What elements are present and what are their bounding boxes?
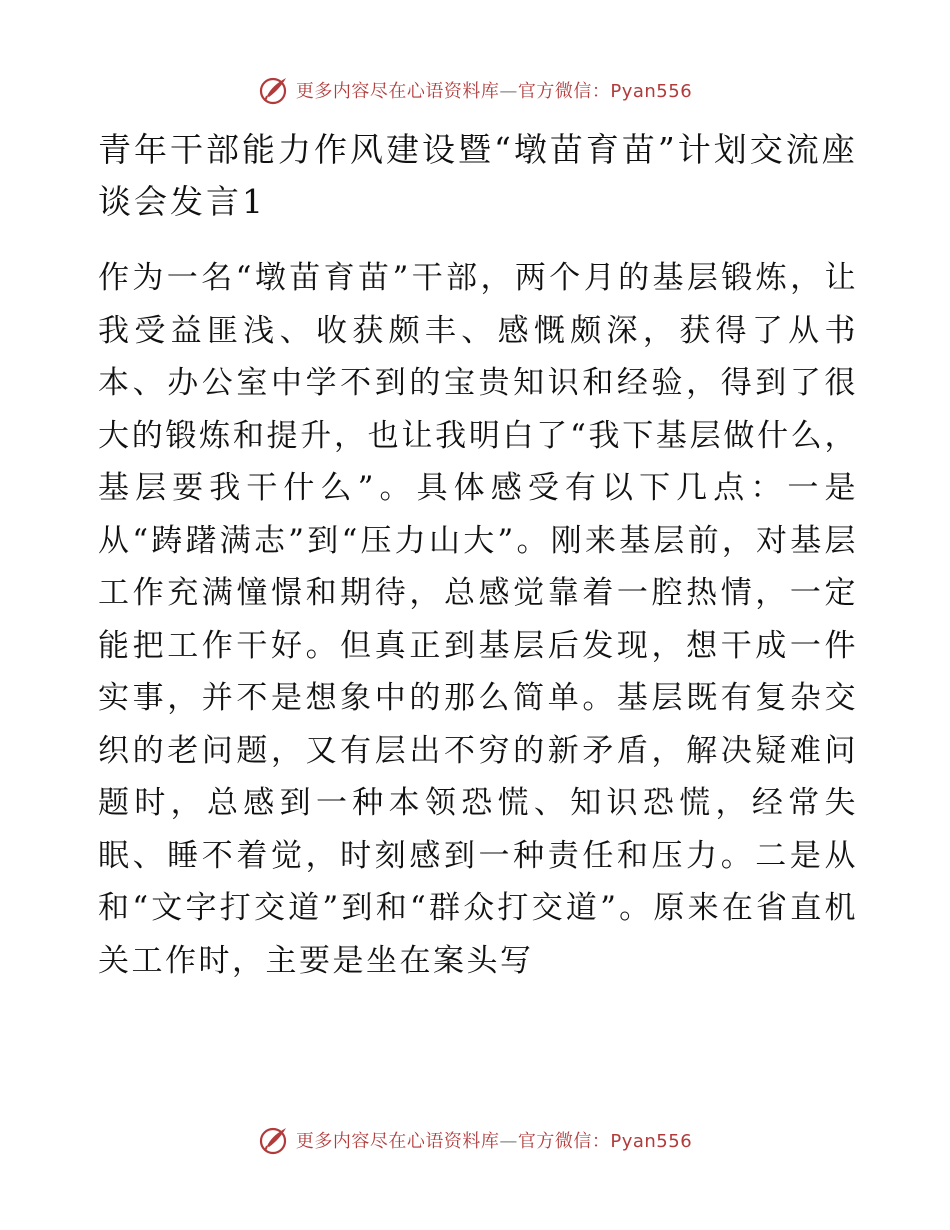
watermark-site: 更多内容尽在心语资料库 [295, 1131, 500, 1152]
header-watermark [0, 72, 950, 108]
watermark-wechat-id: Pyan556 [610, 81, 693, 102]
watermark-separator: — [499, 1131, 518, 1152]
document-title: 青年干部能力作风建设暨“墩苗育苗”计划交流座谈会发言1 [98, 130, 858, 221]
watermark-wechat-id: Pyan556 [610, 1131, 693, 1152]
quill-pen-logo-icon [258, 74, 290, 106]
watermark-wechat-label: 官方微信： [517, 1131, 611, 1152]
document-body: 作为一名“墩苗育苗”干部，两个月的基层锻炼，让我受益匪浅、收获颇丰、感慨颇深，获得了从书本、办公室中学不到的宝贵知识和经验，得到了很大的锻炼和提升，也让我明白了“我下基层做什么，基层要我干什么”。具体感受有以下几点：一是从“踌躇满志”到“压力山大”。刚来基层前，对基层工作充满憧憬和期待，总感觉靠着一腔热情，一定能把工作干好。但真正到基层后发现，想干成一件实事，并不是想象中的那么简单。基层既有复杂交织的老问题，又有层出不穷的新矛盾，解决疑难问题时，总感到一种本领恐慌、知识恐慌，经常失眠、睡不着觉，时刻感到一种责任和压力。二是从和“文字打交道”到和“群众打交道”。原来在省直机关工作时，主要是坐在案头写 [98, 260, 858, 979]
watermark-separator: — [499, 81, 518, 102]
watermark-site: 更多内容尽在心语资料库 [295, 81, 500, 102]
watermark-wechat-label: 官方微信： [517, 81, 611, 102]
watermark-text [296, 1127, 692, 1153]
quill-pen-logo-icon [258, 1124, 290, 1156]
watermark-text [296, 77, 692, 103]
footer-watermark [0, 1122, 950, 1158]
